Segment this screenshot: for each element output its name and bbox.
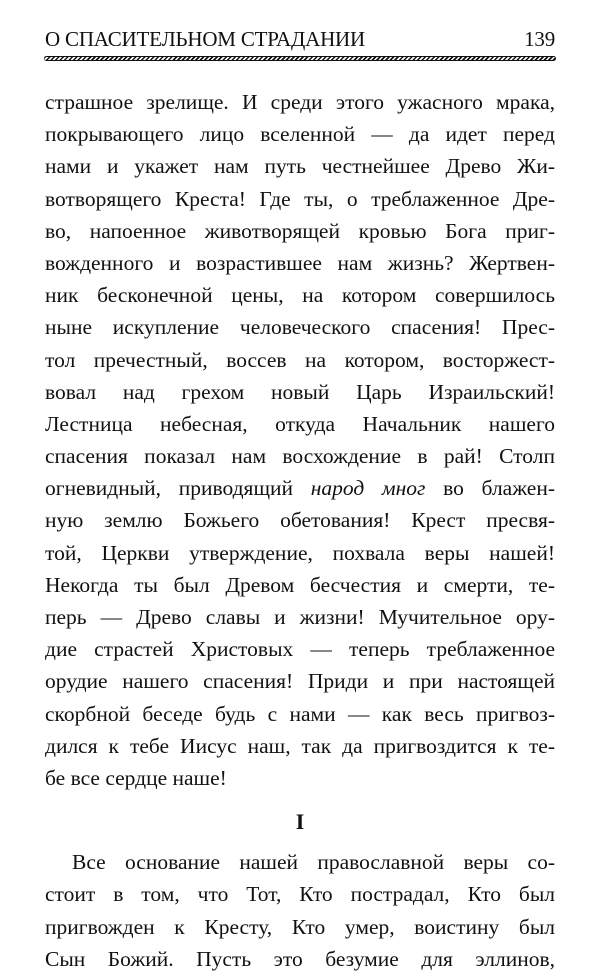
body-text [45,86,555,975]
text-segment: во блажен- [443,476,555,501]
text-line: вотворящего Креста! Где ты, о треблаженное Дре- [45,186,555,211]
text-line: Некогда ты был Древом бесчестия и смерти, те- [45,572,555,597]
running-header [45,18,555,52]
text-line: ную землю Божьего обетования! Крест пресвя- [45,508,555,533]
text-line: ныне искупление человеческого спасения! Прес- [45,315,555,340]
text-line: вовал над грехом новый Царь Израильский! [45,379,555,404]
text-line: скорбной беседе будь с нами — как весь пригвоз- [45,701,555,726]
text-line: во, напоенное животворящей кровью Бога приг- [45,218,555,243]
paragraph-2 [45,846,555,975]
italic-phrase: народ мног [310,476,426,501]
text-line: ник бесконечной цены, на котором совершилось [45,283,555,308]
text-line: той, Церкви утверждение, похвала веры нашей! [45,540,555,565]
text-line: орудие нашего спасения! Приди и при настоящей [45,669,555,694]
text-segment: огневидный, приводящий [45,476,311,501]
text-line: нами и укажет нам путь честнейшее Древо Жи- [45,154,555,179]
text-line-mixed [45,472,555,504]
rope-divider [44,56,556,61]
text-line: дился к тебе Иисус наш, так да пригвоздится к те- [45,733,555,758]
text-line: тол пречестный, воссев на котором, восторжест- [45,347,555,372]
text-line: бе все сердце наше! [45,765,227,790]
running-title: О СПАСИТЕЛЬНОМ СТРАДАНИИ [45,27,365,51]
text-line: пригвожден к Кресту, Кто умер, воистину был [45,914,555,939]
text-line: Лестница небесная, откуда Начальник нашего [45,411,555,436]
text-line: дие страстей Христовых — теперь треблаженное [45,637,555,662]
text-line: вожденного и возрастившее нам жизнь? Жертвен- [45,250,555,275]
section-number: I [295,809,305,835]
text-line: Сын Божий. Пусть это безумие для эллинов, [45,946,555,971]
text-line: перь — Древо славы и жизни! Мучительное ору- [45,605,555,629]
paragraph-1 [45,86,555,794]
text-line: покрывающего лицо вселенной — да идет перед [45,122,555,147]
page-number: 139 [524,27,555,51]
text-line: страшное зрелище. И среди этого ужасного мрака, [45,90,555,114]
text-line: Все основание нашей православной веры со- [72,850,555,875]
text-line: спасения показал нам восхождение в рай! Столп [45,444,555,469]
text-line: стоит в том, что Тот, Кто пострадал, Кто был [45,882,555,907]
